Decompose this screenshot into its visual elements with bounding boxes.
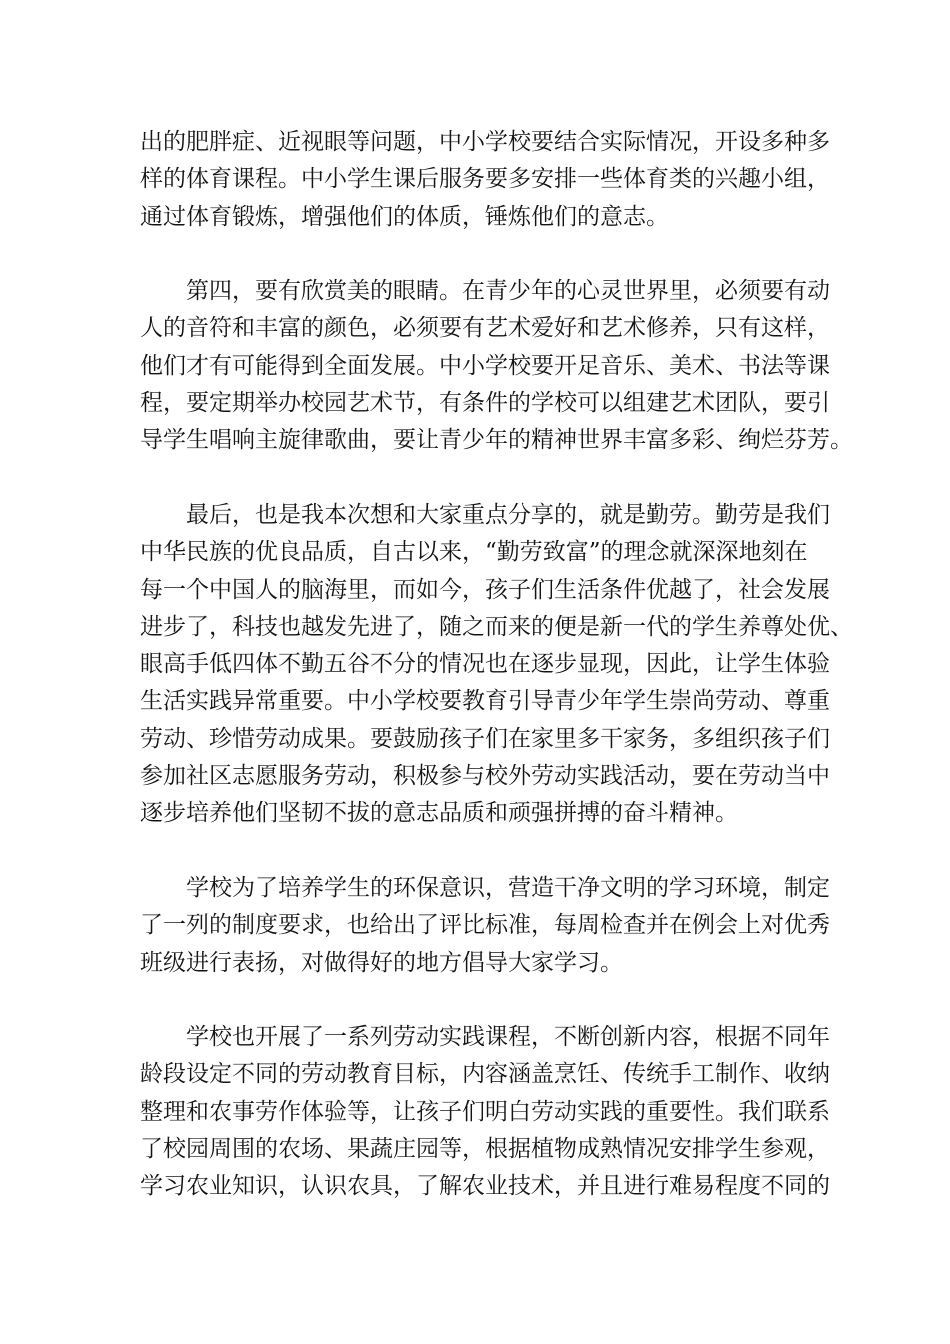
text-line: 班级进行表扬，对做得好的地方倡导大家学习。 bbox=[140, 949, 623, 976]
paragraph-gap bbox=[140, 460, 820, 497]
text-line: 出的肥胖症、近视眼等问题，中小学校要结合实际情况，开设多种多 bbox=[140, 129, 830, 155]
text-line: 最后，也是我本次想和大家重点分享的，就是勤劳。勤劳是我们 bbox=[186, 501, 830, 528]
text-line: 人的音符和丰富的颜色，必须要有艺术爱好和艺术修养，只有这样， bbox=[140, 315, 830, 342]
text-line: 进步了，科技也越发先进了，随之而来的便是新一代的学生养尊处优、 bbox=[140, 613, 853, 640]
text-line: 学习农业知识，认识农具，了解农业技术，并且进行难易程度不同的 bbox=[140, 1173, 830, 1200]
paragraph-gap bbox=[140, 833, 820, 870]
text-line: 第四，要有欣赏美的眼睛。在青少年的心灵世界里，必须要有动 bbox=[186, 278, 830, 305]
text-line: 整理和农事劳作体验等，让孩子们明白劳动实践的重要性。我们联系 bbox=[140, 1098, 830, 1125]
text-line: 眼高手低四体不勤五谷不分的情况也在逐步显现，因此，让学生体验 bbox=[140, 651, 830, 678]
text-line: 龄段设定不同的劳动教育目标，内容涵盖烹饪、传统手工制作、收纳 bbox=[140, 1061, 830, 1088]
text-line: 中华民族的优良品质，自古以来，“勤劳致富”的理念就深深地刻在 bbox=[140, 539, 808, 566]
text-line: 了一列的制度要求，也给出了评比标准，每周检查并在例会上对优秀 bbox=[140, 912, 830, 939]
text-line: 逐步培养他们坚韧不拔的意志品质和顽强拼搏的奋斗精神。 bbox=[140, 800, 738, 827]
text-line: 每一个中国人的脑海里，而如今，孩子们生活条件优越了，社会发展 bbox=[140, 576, 830, 603]
paragraph-gap bbox=[140, 236, 820, 273]
text-line: 学校为了培养学生的环保意识，营造干净文明的学习环境，制定 bbox=[186, 874, 830, 901]
text-line: 他们才有可能得到全面发展。中小学校要开足音乐、美术、书法等课 bbox=[140, 352, 830, 379]
document-body bbox=[140, 124, 853, 1206]
text-line: 劳动、珍惜劳动成果。要鼓励孩子们在家里多干家务，多组织孩子们 bbox=[140, 725, 830, 752]
text-line: 学校也开展了一系列劳动实践课程，不断创新内容，根据不同年 bbox=[186, 1024, 830, 1051]
paragraph-4 bbox=[140, 870, 830, 982]
text-line: 通过体育锻炼，增强他们的体质，锤炼他们的意志。 bbox=[140, 203, 669, 230]
paragraph-3 bbox=[140, 497, 853, 833]
text-line: 样的体育课程。中小学生课后服务要多安排一些体育类的兴趣小组， bbox=[140, 166, 830, 193]
paragraph-5 bbox=[140, 1019, 830, 1205]
text-line: 程，要定期举办校园艺术节，有条件的学校可以组建艺术团队，要引 bbox=[140, 390, 830, 417]
text-line: 了校园周围的农场、果蔬庄园等，根据植物成熟情况安排学生参观， bbox=[140, 1136, 830, 1163]
paragraph-gap bbox=[140, 982, 820, 1019]
paragraph-1 bbox=[140, 124, 830, 236]
text-line: 生活实践异常重要。中小学校要教育引导青少年学生崇尚劳动、尊重 bbox=[140, 688, 830, 715]
text-line: 参加社区志愿服务劳动，积极参与校外劳动实践活动，要在劳动当中 bbox=[140, 763, 830, 790]
paragraph-2 bbox=[140, 273, 853, 459]
text-line: 导学生唱响主旋律歌曲，要让青少年的精神世界丰富多彩、绚烂芬芳。 bbox=[140, 427, 853, 454]
